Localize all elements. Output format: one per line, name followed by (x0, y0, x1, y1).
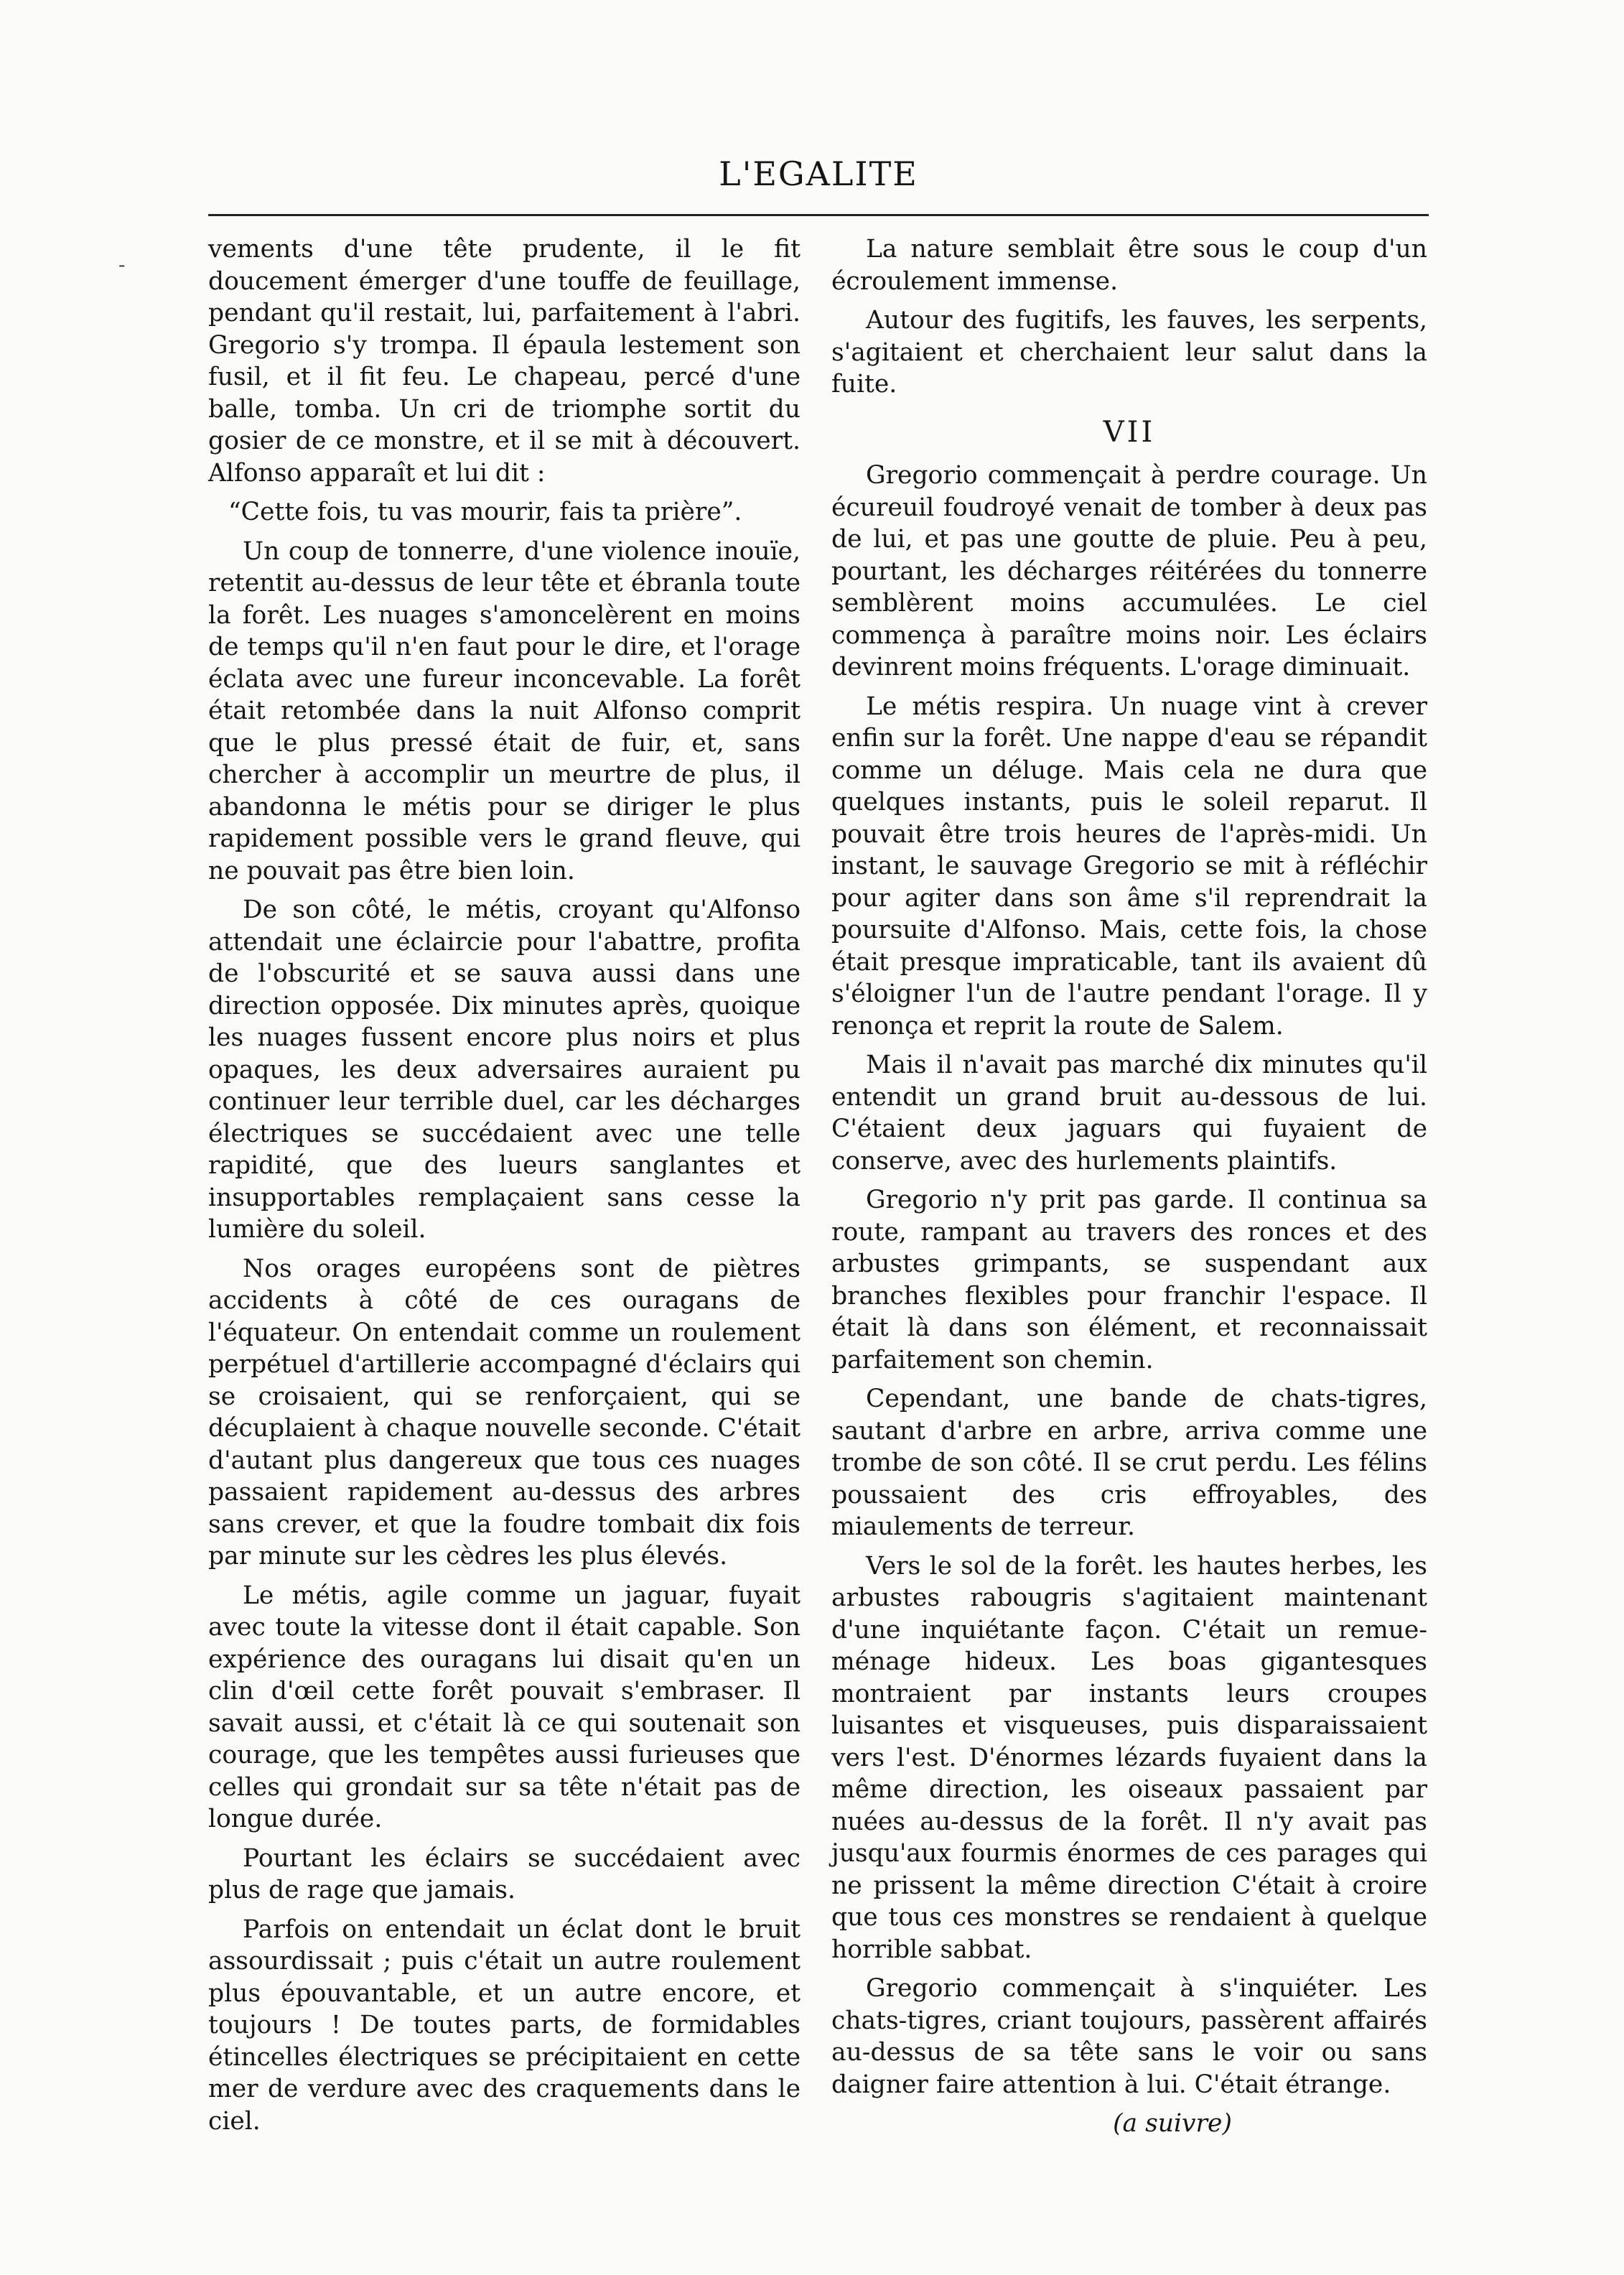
paragraph: Le métis respira. Un nuage vint à crever enfin sur la forêt. Une nappe d'eau se répandit comme un déluge. Mais cela ne dura que quelques instants, puis le soleil reparut. Il pouvait être trois heures de l'après-midi. Un instant, le sauvage Gregorio se mit à réfléchir pour agiter dans son âme s'il reprendrait la poursuite d'Alfonso. Mais, cette fois, la chose était presque impraticable, tant ils avaient dû s'éloigner l'un de l'autre pendant l'orage. Il y renonça et reprit la route de Salem. (831, 692, 1427, 1041)
margin-mark: - (118, 253, 126, 276)
quote-paragraph: “Cette fois, tu vas mourir, fais ta prière”. (228, 498, 742, 526)
paragraph: Gregorio commençait à perdre courage. Un écureuil foudroyé venait de tomber à deux pas de lui, et pas une goutte de pluie. Peu à peu, pourtant, les décharges réitérées du tonnerre semblèrent moins accumulées. Le ciel commença à paraître moins noir. Les éclairs devinrent moins fréquents. L'orage diminuait. (831, 461, 1427, 681)
paragraph: Mais il n'avait pas marché dix minutes qu'il entendit un grand bruit au-dessous de lui. C'étaient deux jaguars qui fuyaient de conserve, avec des hurlements plaintifs. (831, 1051, 1427, 1176)
paragraph: Un coup de tonnerre, d'une violence inouïe, retentit au-dessus de leur tête et ébranla toute la forêt. Les nuages s'amoncelèrent en moins de temps qu'il n'en faut pour le dire, et l'orage éclata avec une fureur inconcevable. La forêt était retombée dans la nuit Alfonso comprit que le plus pressé était de fuir, et, sans chercher à accomplir un meurtre de plus, il abandonna le métis pour se diriger le plus rapidement possible vers le grand fleuve, qui ne pouvait pas être bien loin. (208, 536, 801, 885)
left-column (208, 233, 801, 2144)
section-heading: VII (1103, 415, 1156, 449)
paragraph: vements d'une tête prudente, il le fit doucement émerger d'une touffe de feuillage, pendant qu'il restait, lui, parfaitement à l'abri. Gregorio s'y trompa. Il épaula lestement son fusil, et il fit feu. Le chapeau, percé d'une balle, tomba. Un cri de triomphe sortit du gosier de ce monstre, et il se mit à découvert. Alfonso apparaît et lui dit : (208, 235, 801, 488)
right-column (831, 233, 1427, 2140)
page-header: L'EGALITE (719, 154, 918, 193)
paragraph: La nature semblait être sous le coup d'un écroulement immense. (831, 235, 1427, 296)
paragraph: Nos orages européens sont de piètres accidents à côté de ces ouragans de l'équateur. On entendait comme un roulement perpétuel d'artillerie accompagné d'éclairs qui se croisaient, qui se renforçaient, qui se décuplaient à chaque nouvelle seconde. C'était d'autant plus dangereux que tous ces nuages passaient rapidement au-dessus des arbres sans crever, et que la foudre tombait dix fois par minute sur les cèdres les plus élevés. (208, 1254, 801, 1571)
paragraph: De son côté, le métis, croyant qu'Alfonso attendait une éclaircie pour l'abattre, profita de l'obscurité et se sauva aussi dans une direction opposée. Dix minutes après, quoique les nuages fussent encore plus noirs et plus opaques, les deux adversaires auraient pu continuer leur terrible duel, car les décharges électriques se succédaient avec une telle rapidité, que des lueurs sanglantes et insupportables remplaçaient sans cesse la lumière du soleil. (208, 895, 801, 1244)
paragraph: Autour des fugitifs, les fauves, les serpents, s'agitaient et cherchaient leur salut dans la fuite. (831, 306, 1427, 399)
paragraph: Gregorio n'y prit pas garde. Il continua sa route, rampant au travers des ronces et des arbustes grimpants, se suspendant aux branches flexibles pour franchir l'espace. Il était là dans son élément, et reconnaissait parfaitement son chemin. (831, 1186, 1427, 1374)
paragraph: Gregorio commençait à s'inquiéter. Les chats-tigres, criant toujours, passèrent affairés au-dessus de sa tête sans le voir ou sans daigner faire attention à lui. C'était étrange. (831, 1974, 1427, 2099)
paragraph: Cependant, une bande de chats-tigres, sautant d'arbre en arbre, arriva comme une trombe de son côté. Il se crut perdu. Les félins poussaient des cris effroyables, des miaulements de terreur. (831, 1385, 1427, 1541)
paragraph: Pourtant les éclairs se succédaient avec plus de rage que jamais. (208, 1843, 801, 1904)
paragraph: Parfois on entendait un éclat dont le bruit assourdissait ; puis c'était un autre roulement plus épouvantable, et un autre encore, et toujours ! De toutes parts, de formidables étincelles électriques se précipitaient en cette mer de verdure avec des craquements dans le ciel. (208, 1915, 801, 2136)
paragraph: Le métis, agile comme un jaguar, fuyait avec toute la vitesse dont il était capable. Son expérience des ouragans lui disait qu'en un clin d'œil cette forêt pouvait s'embraser. Il savait aussi, et c'était là ce qui soutenait son courage, que les tempêtes aussi furieuses que celles qui grondait sur sa tête n'était pas de longue durée. (208, 1581, 801, 1833)
header-rule (208, 214, 1429, 216)
paragraph: Vers le sol de la forêt. les hautes herbes, les arbustes rabougris s'agitaient maintenant d'une inquiétante façon. C'était un remue-ménage hideux. Les boas gigantesques montraient par instants leurs croupes luisantes et visqueuses, puis disparaissaient vers l'est. D'énormes lézards fuyaient dans la même direction, les oiseaux passaient par nuées au-dessus de la forêt. Il n'y avait pas jusqu'aux fourmis énormes de ces parages qui ne prissent la même direction C'était à croire que tous ces monstres se rendaient à quelque horrible sabbat. (831, 1551, 1427, 1964)
to-be-continued-note: (a suivre) (1113, 2109, 1232, 2138)
